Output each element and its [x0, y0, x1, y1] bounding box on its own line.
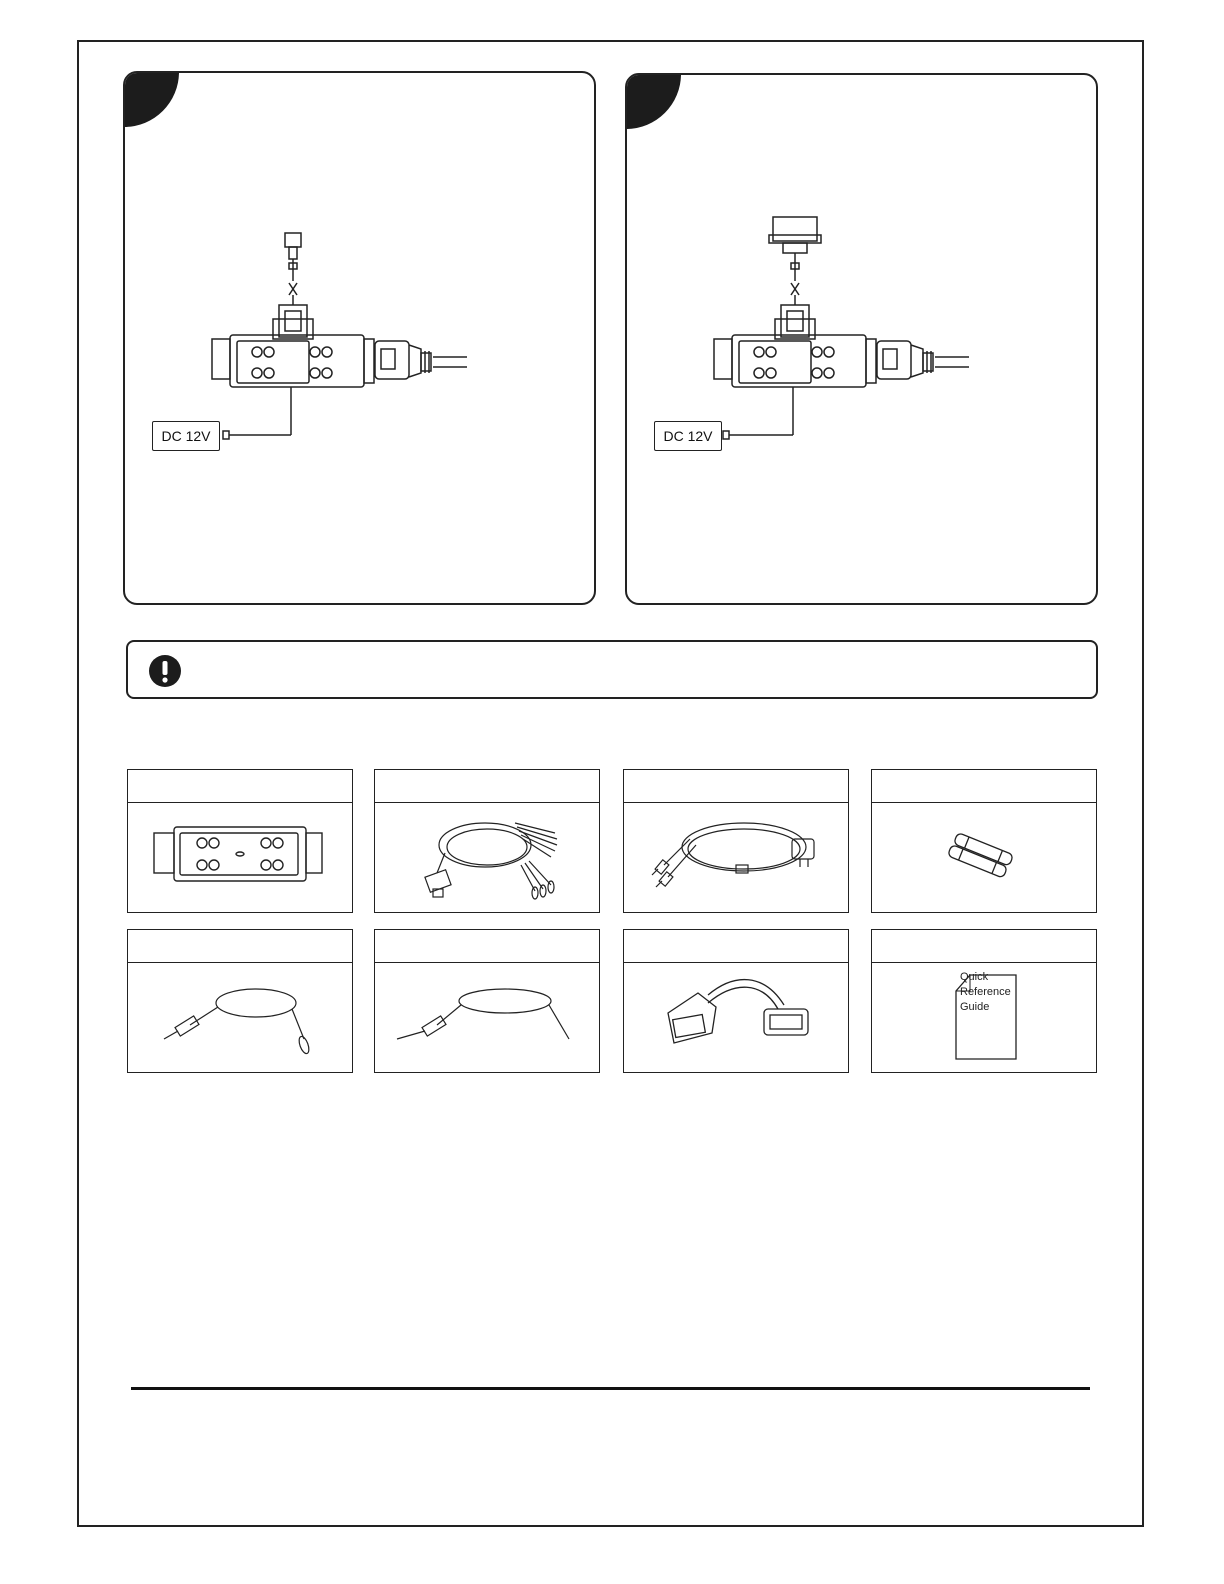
test-lead-image	[375, 963, 601, 1073]
fuses-image	[872, 803, 1098, 913]
connection-diagram-1	[125, 73, 596, 605]
accessory-card-obd-adapter	[623, 929, 849, 1073]
guide-title-line: Reference	[960, 986, 1011, 998]
step-panel-1	[123, 71, 596, 605]
accessory-card-fuses	[871, 769, 1097, 913]
obd-adapter-image	[624, 963, 850, 1073]
accessory-card-header	[872, 770, 1096, 803]
alligator-clip-lead-image	[128, 963, 354, 1073]
accessory-card-y-cable	[623, 769, 849, 913]
accessory-card-header	[624, 770, 848, 803]
y-cable-image	[624, 803, 850, 913]
connection-diagram-2	[627, 75, 1098, 605]
power-supply-label: DC 12V	[654, 421, 722, 451]
guide-title-line: Guide	[960, 1001, 990, 1013]
footer-divider	[131, 1387, 1090, 1390]
quick-reference-guide-title	[960, 970, 1011, 1015]
accessory-card-header	[128, 770, 352, 803]
warning-icon	[148, 654, 182, 688]
accessory-card-alligator-clip-lead	[127, 929, 353, 1073]
accessory-card-header	[872, 930, 1096, 963]
main-unit-image	[128, 803, 354, 913]
accessory-card-header	[375, 770, 599, 803]
accessory-card-quick-reference-guide	[871, 929, 1097, 1073]
accessory-card-multi-probe-cable	[374, 769, 600, 913]
guide-title-line: Quick	[960, 971, 989, 983]
multi-probe-cable-image	[375, 803, 601, 913]
step-panel-2	[625, 73, 1098, 605]
accessory-card-test-lead	[374, 929, 600, 1073]
accessory-card-header	[128, 930, 352, 963]
accessory-card-main-unit	[127, 769, 353, 913]
accessory-card-header	[624, 930, 848, 963]
accessory-card-header	[375, 930, 599, 963]
note-box	[126, 640, 1098, 699]
power-supply-label: DC 12V	[152, 421, 220, 451]
